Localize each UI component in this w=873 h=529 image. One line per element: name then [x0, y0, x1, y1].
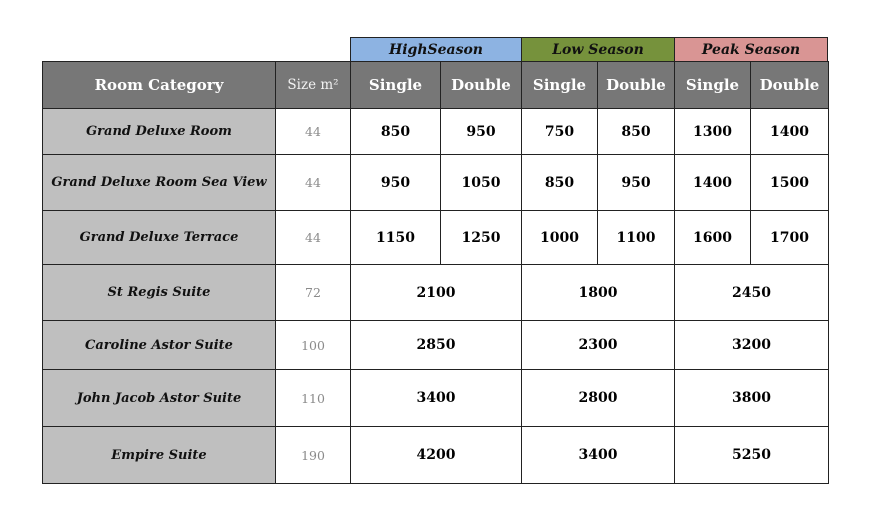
high-season-price: 2100 [351, 265, 522, 321]
header-size: Size m² [276, 62, 351, 109]
room-category-cell: Empire Suite [43, 427, 276, 484]
high-single-price: 850 [351, 109, 441, 155]
peak-season-price: 2450 [675, 265, 829, 321]
room-size-cell: 100 [276, 321, 351, 370]
header-room-category: Room Category [43, 62, 276, 109]
low-season-price: 1800 [522, 265, 675, 321]
peak-season-price: 3200 [675, 321, 829, 370]
peak-season-price: 3800 [675, 370, 829, 427]
room-category-cell: Caroline Astor Suite [43, 321, 276, 370]
table-row [43, 211, 829, 265]
room-size-cell: 190 [276, 427, 351, 484]
room-category-cell: St Regis Suite [43, 265, 276, 321]
room-size-cell: 110 [276, 370, 351, 427]
rates-table [42, 61, 829, 484]
low-single-price: 850 [522, 155, 598, 211]
peak-double-price: 1700 [751, 211, 829, 265]
low-double-price: 850 [598, 109, 675, 155]
low-season-price: 2800 [522, 370, 675, 427]
season-header-peak: Peak Season [674, 37, 828, 61]
table-row [43, 155, 829, 211]
low-season-price: 3400 [522, 427, 675, 484]
header-row [43, 62, 829, 109]
peak-double-price: 1500 [751, 155, 829, 211]
room-size-cell: 72 [276, 265, 351, 321]
high-double-price: 950 [441, 109, 522, 155]
high-season-price: 2850 [351, 321, 522, 370]
low-single-price: 1000 [522, 211, 598, 265]
room-category-cell: Grand Deluxe Room Sea View [43, 155, 276, 211]
header-high-single: Single [351, 62, 441, 109]
peak-single-price: 1400 [675, 155, 751, 211]
header-peak-single: Single [675, 62, 751, 109]
table-row [43, 427, 829, 484]
header-low-double: Double [598, 62, 675, 109]
header-low-single: Single [522, 62, 598, 109]
peak-single-price: 1600 [675, 211, 751, 265]
high-season-price: 3400 [351, 370, 522, 427]
high-double-price: 1250 [441, 211, 522, 265]
high-season-price: 4200 [351, 427, 522, 484]
low-single-price: 750 [522, 109, 598, 155]
low-double-price: 1100 [598, 211, 675, 265]
table-row [43, 321, 829, 370]
peak-double-price: 1400 [751, 109, 829, 155]
header-high-double: Double [441, 62, 522, 109]
room-size-cell: 44 [276, 109, 351, 155]
room-size-cell: 44 [276, 211, 351, 265]
low-season-price: 2300 [522, 321, 675, 370]
table-row [43, 109, 829, 155]
season-header-high: HighSeason [350, 37, 522, 61]
high-single-price: 1150 [351, 211, 441, 265]
low-double-price: 950 [598, 155, 675, 211]
room-category-cell: Grand Deluxe Room [43, 109, 276, 155]
room-size-cell: 44 [276, 155, 351, 211]
room-category-cell: John Jacob Astor Suite [43, 370, 276, 427]
room-category-cell: Grand Deluxe Terrace [43, 211, 276, 265]
table-row [43, 370, 829, 427]
peak-single-price: 1300 [675, 109, 751, 155]
high-single-price: 950 [351, 155, 441, 211]
season-header-low: Low Season [521, 37, 675, 61]
table-row [43, 265, 829, 321]
high-double-price: 1050 [441, 155, 522, 211]
peak-season-price: 5250 [675, 427, 829, 484]
header-peak-double: Double [751, 62, 829, 109]
